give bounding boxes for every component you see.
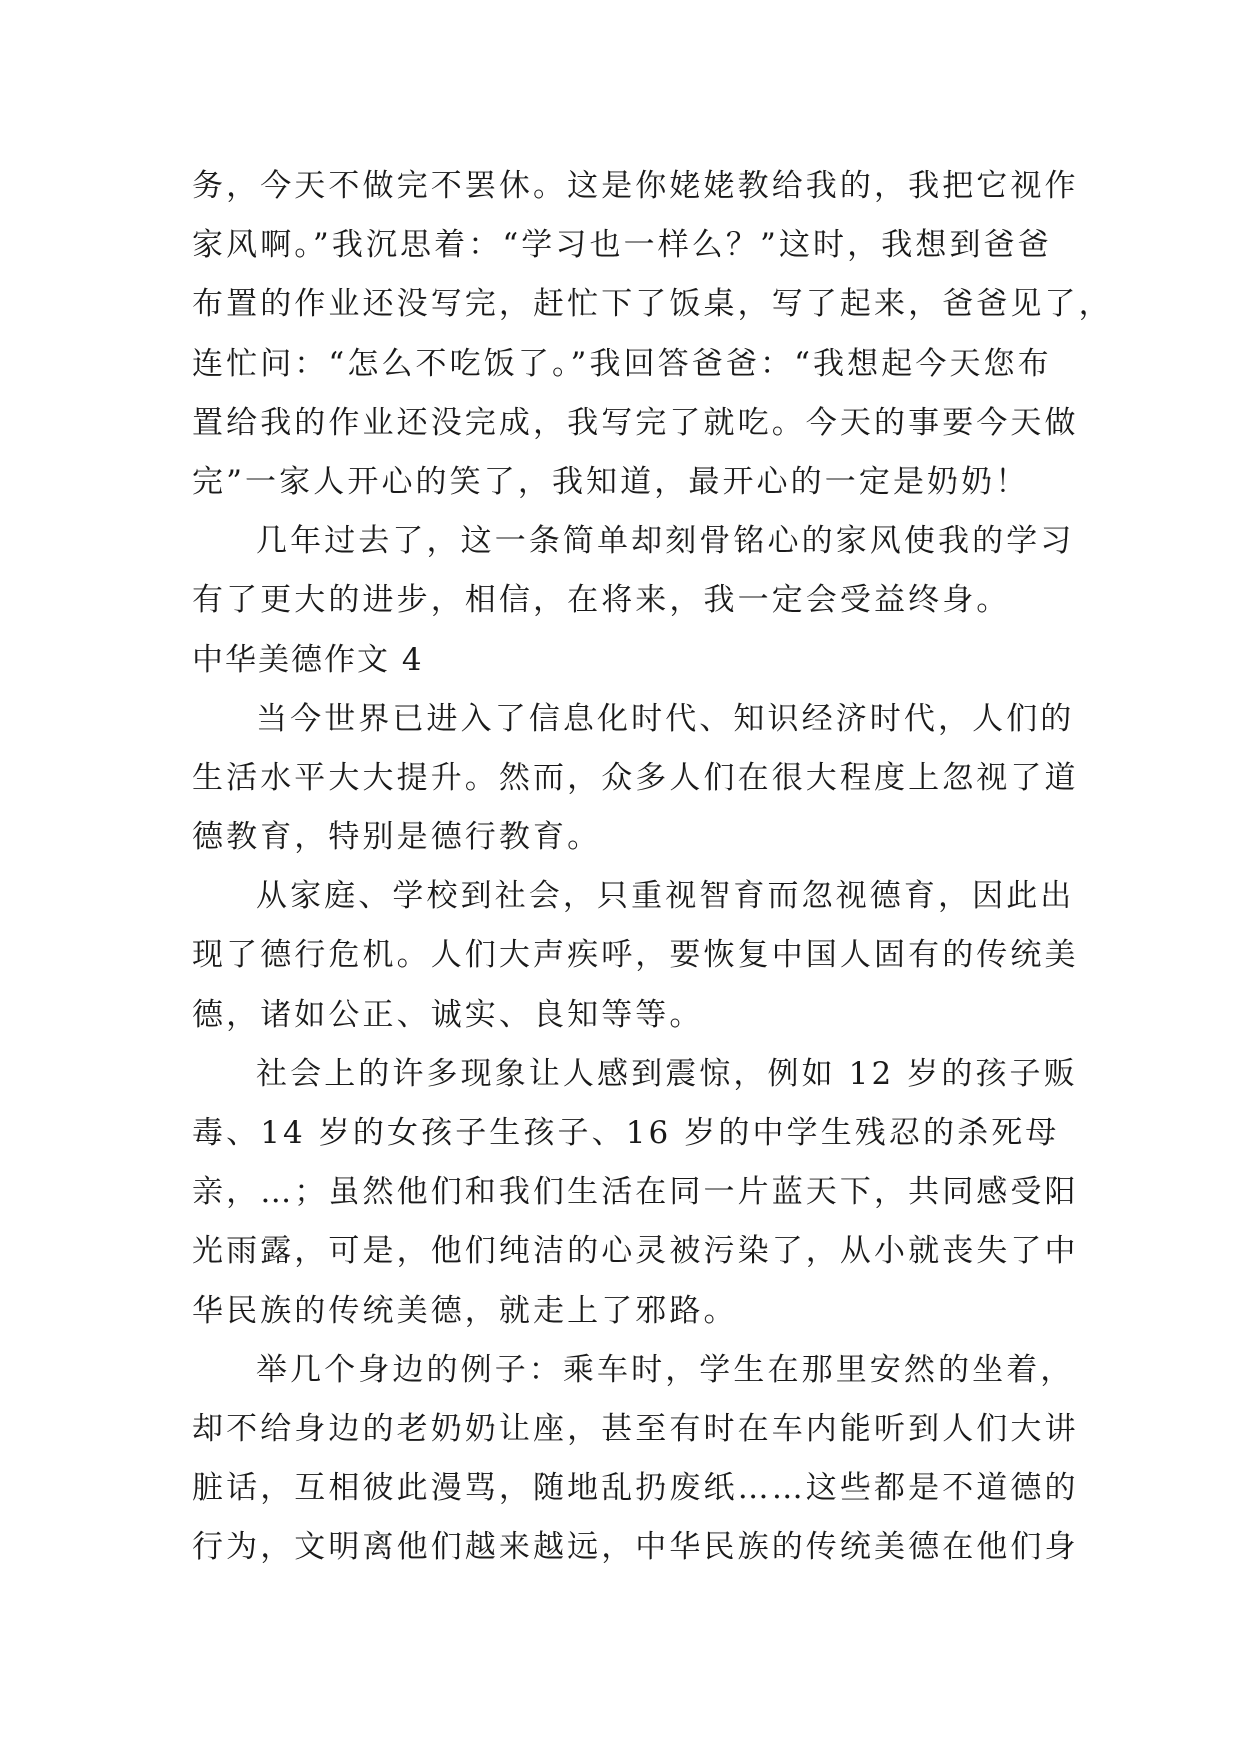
- paragraph-start-line: 社会上的许多现象让人感到震惊，例如 12 岁的孩子贩: [256, 1055, 1078, 1092]
- essay-body: [192, 157, 1113, 1578]
- body-line: 光雨露，可是，他们纯洁的心灵被污染了，从小就丧失了中: [192, 1233, 1079, 1270]
- body-line: 生活水平大大提升。然而，众多人们在很大程度上忽视了道: [192, 759, 1079, 796]
- body-line: 务，今天不做完不罢休。这是你姥姥教给我的，我把它视作: [192, 168, 1079, 204]
- body-line: 德，诸如公正、诚实、良知等等。: [192, 996, 704, 1033]
- body-line: 行为，文明离他们越来越远，中华民族的传统美德在他们身: [192, 1529, 1079, 1566]
- body-line: 毒、14 岁的女孩子生孩子、16 岁的中学生残忍的杀死母: [192, 1115, 1060, 1151]
- body-line: 连忙问：“怎么不吃饭了。”我回答爸爸：“我想起今天您布: [192, 345, 1052, 382]
- section-heading: 中华美德作文 4: [192, 641, 424, 678]
- body-line: 现了德行危机。人们大声疾呼，要恢复中国人固有的传统美: [192, 937, 1079, 974]
- body-line: 却不给身边的老奶奶让座，甚至有时在车内能听到人们大讲: [192, 1410, 1079, 1447]
- body-line: 华民族的传统美德，就走上了邪路。: [192, 1292, 738, 1329]
- body-line: 布置的作业还没写完，赶忙下了饭桌，写了起来，爸爸见了，: [192, 286, 1113, 323]
- paragraph-start-line: 从家庭、学校到社会，只重视智育而忽视德育，因此出: [256, 878, 1075, 915]
- body-line: 亲，…；虽然他们和我们生活在同一片蓝天下，共同感受阳: [192, 1174, 1079, 1211]
- body-line: 有了更大的进步，相信，在将来，我一定会受益终身。: [192, 582, 1011, 619]
- paragraph-start-line: 举几个身边的例子：乘车时，学生在那里安然的坐着，: [256, 1351, 1075, 1388]
- body-line: 德教育，特别是德行教育。: [192, 819, 602, 856]
- body-line: 置给我的作业还没完成，我写完了就吃。今天的事要今天做: [192, 404, 1079, 441]
- paragraph-start-line: 当今世界已进入了信息化时代、知识经济时代，人们的: [256, 700, 1075, 737]
- body-line: 家风啊。”我沉思着：“学习也一样么？”这时，我想到爸爸: [192, 227, 1052, 264]
- body-line: 完”一家人开心的笑了，我知道，最开心的一定是奶奶！: [192, 463, 1030, 500]
- body-line: 脏话，互相彼此漫骂，随地乱扔废纸……这些都是不道德的: [192, 1470, 1079, 1507]
- paragraph-start-line: 几年过去了，这一条简单却刻骨铭心的家风使我的学习: [256, 523, 1075, 560]
